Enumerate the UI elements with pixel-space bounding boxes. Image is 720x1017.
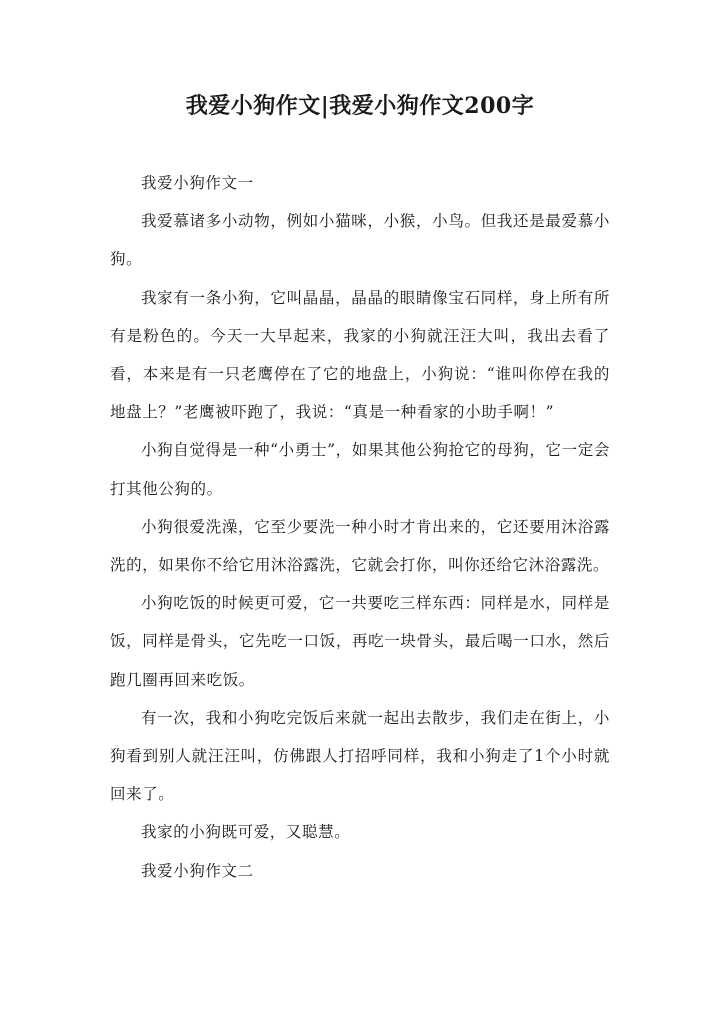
paragraph: 小狗自觉得是一种“小勇士”，如果其他公狗抢它的母狗，它一定会打其他公狗的。 xyxy=(110,441,610,498)
document-title: 我爱小狗作文|我爱小狗作文200字 xyxy=(185,93,535,119)
paragraph: 小狗吃饭的时候更可爱，它一共要吃三样东西：同样是水，同样是饭，同样是骨头，它先吃一口饭，再吃一块骨头，最后喝一口水，然后跑几圈再回来吃饭。 xyxy=(110,594,610,689)
paragraph: 有一次，我和小狗吃完饭后来就一起出去散步，我们走在街上，小狗看到别人就汪汪叫，仿佛跟人打招呼同样，我和小狗走了1个小时就回来了。 xyxy=(110,708,610,804)
section-heading: 我爱小狗作文一 xyxy=(141,174,254,192)
section-heading: 我爱小狗作文二 xyxy=(141,861,254,880)
paragraph: 我家有一条小狗，它叫晶晶，晶晶的眼睛像宝石同样，身上所有所有是粉色的。今天一大早起来，我家的小狗就汪汪大叫，我出去看了看，本来是有一只老鹰停在了它的地盘上，小狗说：“谁叫你停在我的地盘上？”老鹰被吓跑了，我说：“真是一种看家的小助手啊！” xyxy=(110,288,610,422)
document-body xyxy=(110,164,610,890)
paragraph: 小狗很爱洗澡，它至少要洗一种小时才肯出来的，它还要用沐浴露洗的，如果你不给它用沐浴露洗，它就会打你，叫你还给它沐浴露洗。 xyxy=(110,517,610,575)
paragraph: 我爱慕诸多小动物，例如小猫咪，小猴，小鸟。但我还是最爱慕小狗。 xyxy=(110,212,610,269)
paragraph: 我家的小狗既可爱，又聪慧。 xyxy=(141,823,351,842)
